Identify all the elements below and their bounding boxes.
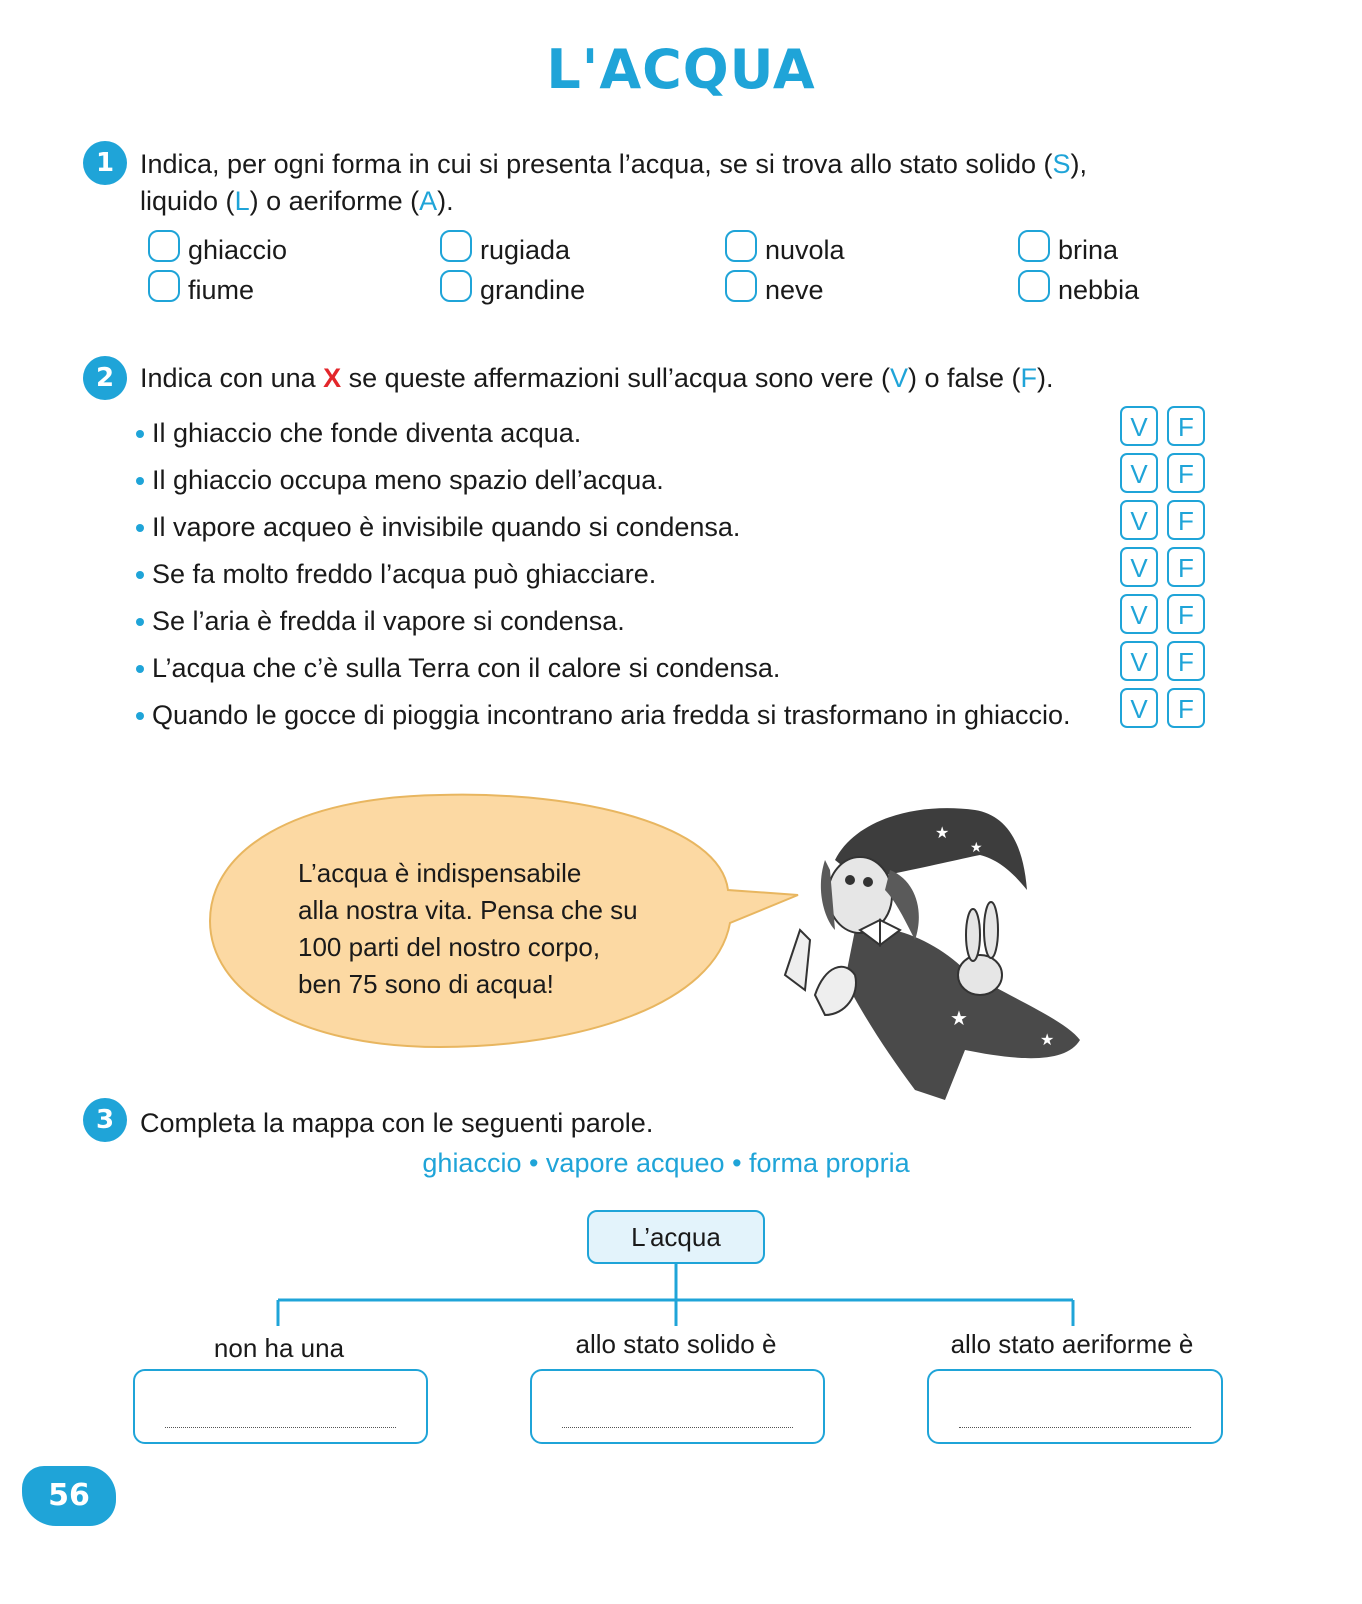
map-root-node: L’acqua (587, 1210, 765, 1264)
answer-box-1[interactable] (133, 1369, 428, 1444)
true-box[interactable]: V (1120, 453, 1158, 493)
option-neve: neve (725, 274, 824, 306)
option-ghiaccio: ghiaccio (148, 234, 287, 266)
statement-1: Il ghiaccio che fonde diventa acqua. (136, 418, 581, 449)
false-box[interactable]: F (1167, 688, 1205, 728)
false-box[interactable]: F (1167, 406, 1205, 446)
option-fiume: fiume (148, 274, 254, 306)
branch-label-2: allo stato solido è (575, 1329, 777, 1359)
false-box[interactable]: F (1167, 500, 1205, 540)
option-nuvola: nuvola (725, 234, 845, 266)
true-box[interactable]: V (1120, 688, 1158, 728)
true-box[interactable]: V (1120, 547, 1158, 587)
statement-2: Il ghiaccio occupa meno spazio dell’acqua. (136, 465, 664, 496)
option-brina: brina (1018, 234, 1118, 266)
svg-text:★: ★ (935, 823, 950, 842)
false-box[interactable]: F (1167, 594, 1205, 634)
answer-box-3[interactable] (927, 1369, 1223, 1444)
exercise-number-3: 3 (83, 1098, 127, 1142)
false-box[interactable]: F (1167, 547, 1205, 587)
answer-box-2[interactable] (530, 1369, 825, 1444)
option-rugiada: rugiada (440, 234, 570, 266)
false-box[interactable]: F (1167, 453, 1205, 493)
option-nebbia: nebbia (1018, 274, 1139, 306)
branch-label-3: allo stato aeriforme è (950, 1329, 1194, 1359)
statement-3: Il vapore acqueo è invisibile quando si condensa. (136, 512, 740, 543)
option-grandine: grandine (440, 274, 585, 306)
exercise-1-instruction: Indica, per ogni forma in cui si presenta l’acqua, se si trova allo stato solido (S), liquido (L) o aeriforme (A). (140, 149, 1087, 216)
exercise-number-2: 2 (83, 356, 127, 400)
statement-7: Quando le gocce di pioggia incontrano aria fredda si trasformano in ghiaccio. (136, 700, 1071, 731)
svg-text:★: ★ (1040, 1030, 1055, 1049)
exercise-number-1: 1 (83, 141, 127, 185)
svg-text:★: ★ (950, 1006, 968, 1030)
branch-label-1: non ha una (213, 1333, 345, 1363)
page-number: 56 (22, 1466, 116, 1526)
statement-5: Se l’aria è fredda il vapore si condensa. (136, 606, 625, 637)
word-bank: ghiaccio • vapore acqueo • forma propria (422, 1148, 910, 1178)
true-box[interactable]: V (1120, 406, 1158, 446)
page-title: L'ACQUA (546, 38, 816, 101)
exercise-2-instruction: Indica con una X se queste affermazioni sull’acqua sono vere (V) o false (F). (140, 363, 1054, 393)
true-box[interactable]: V (1120, 641, 1158, 681)
false-box[interactable]: F (1167, 641, 1205, 681)
true-box[interactable]: V (1120, 594, 1158, 634)
svg-text:★: ★ (970, 840, 983, 856)
statement-4: Se fa molto freddo l’acqua può ghiacciare. (136, 559, 656, 590)
true-box[interactable]: V (1120, 500, 1158, 540)
statement-6: L’acqua che c’è sulla Terra con il calore si condensa. (136, 653, 780, 684)
exercise-3-instruction: Completa la mappa con le seguenti parole. (140, 1108, 654, 1138)
bubble-text: L’acqua è indispensabile alla nostra vita. Pensa che su 100 parti del nostro corpo, ben 75 sono di acqua! (298, 858, 638, 999)
